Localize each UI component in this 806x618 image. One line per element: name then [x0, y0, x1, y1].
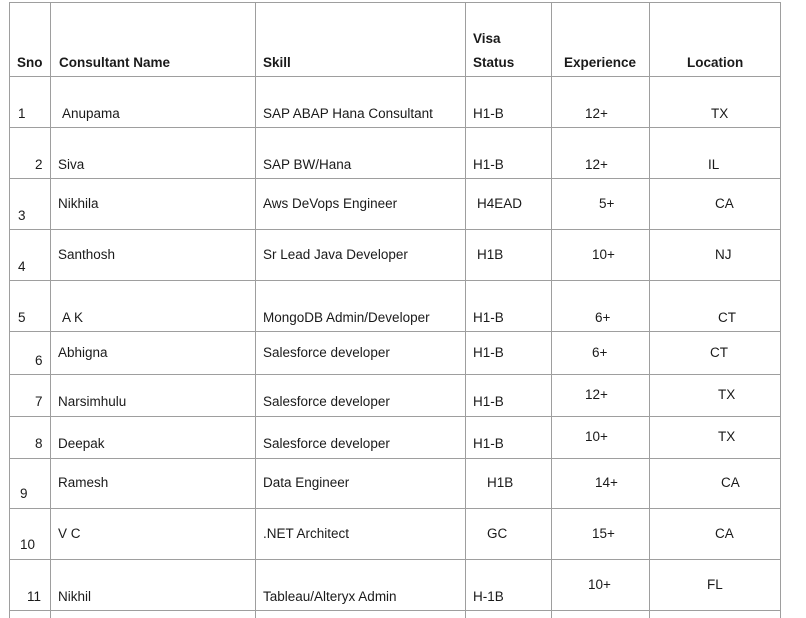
header-skill: Skill — [263, 55, 291, 70]
row-consultant-name: Siva — [58, 157, 85, 172]
row-sno: 1 — [18, 106, 26, 121]
header-experience: Experience — [564, 55, 637, 70]
row-visa-status: H1B — [477, 247, 504, 262]
row-divider — [9, 508, 781, 509]
row-skill: Salesforce developer — [263, 345, 390, 360]
row-divider — [9, 458, 781, 459]
row-sno: 6 — [35, 353, 43, 368]
row-visa-status: GC — [487, 526, 508, 541]
row-location: FL — [707, 577, 723, 592]
row-sno: 10 — [20, 537, 36, 552]
column-divider — [649, 2, 650, 618]
row-location: CT — [718, 310, 736, 325]
row-sno: 4 — [18, 259, 26, 274]
row-consultant-name: Abhigna — [58, 345, 108, 360]
header-visa: Visa — [473, 31, 501, 46]
row-skill: Salesforce developer — [263, 436, 390, 451]
row-location: CA — [721, 475, 740, 490]
row-consultant-name: V C — [58, 526, 81, 541]
row-location: TX — [718, 387, 736, 402]
row-experience: 15+ — [592, 526, 615, 541]
row-skill: SAP BW/Hana — [263, 157, 352, 172]
row-consultant-name: Santhosh — [58, 247, 116, 262]
row-experience: 6+ — [595, 310, 611, 325]
row-visa-status: H4EAD — [477, 196, 523, 211]
column-divider — [9, 2, 10, 618]
header-status: Status — [473, 55, 515, 70]
row-experience: 10+ — [588, 577, 611, 592]
row-sno: 2 — [35, 157, 43, 172]
column-divider — [780, 2, 781, 618]
row-visa-status: H-1B — [473, 589, 504, 604]
row-experience: 14+ — [595, 475, 618, 490]
row-sno: 11 — [27, 589, 42, 604]
row-experience: 10+ — [592, 247, 615, 262]
row-divider — [9, 2, 781, 3]
row-divider — [9, 559, 781, 560]
row-visa-status: H1-B — [473, 345, 504, 360]
row-skill: MongoDB Admin/Developer — [263, 310, 430, 325]
row-visa-status: H1-B — [473, 310, 504, 325]
row-consultant-name: Nikhila — [58, 196, 99, 211]
row-divider — [9, 229, 781, 230]
column-divider — [50, 2, 51, 618]
row-location: IL — [708, 157, 720, 172]
row-skill: Data Engineer — [263, 475, 350, 490]
header-consultant-name: Consultant Name — [59, 55, 171, 70]
row-skill: Tableau/Alteryx Admin — [263, 589, 397, 604]
row-experience: 12+ — [585, 157, 608, 172]
row-divider — [9, 374, 781, 375]
row-divider — [9, 178, 781, 179]
row-divider — [9, 280, 781, 281]
row-consultant-name: Narsimhulu — [58, 394, 127, 409]
row-skill: Salesforce developer — [263, 394, 390, 409]
row-sno: 3 — [18, 208, 26, 223]
row-divider — [9, 610, 781, 611]
column-divider — [551, 2, 552, 618]
row-consultant-name: Deepak — [58, 436, 105, 451]
row-divider — [9, 76, 781, 77]
row-divider — [9, 416, 781, 417]
row-sno: 7 — [35, 394, 43, 409]
row-skill: Sr Lead Java Developer — [263, 247, 408, 262]
row-skill: .NET Architect — [263, 526, 350, 541]
row-sno: 5 — [18, 310, 26, 325]
row-location: TX — [711, 106, 729, 121]
row-experience: 12+ — [585, 106, 608, 121]
column-divider — [255, 2, 256, 618]
row-sno: 8 — [35, 436, 43, 451]
header-sno: Sno — [17, 55, 43, 70]
row-location: CA — [715, 196, 734, 211]
row-location: CA — [715, 526, 734, 541]
row-divider — [9, 331, 781, 332]
row-experience: 5+ — [599, 196, 615, 211]
row-visa-status: H1-B — [473, 157, 504, 172]
row-skill: SAP ABAP Hana Consultant — [263, 106, 433, 121]
row-sno: 9 — [20, 486, 28, 501]
row-consultant-name: Anupama — [62, 106, 120, 121]
row-divider — [9, 127, 781, 128]
row-experience: 12+ — [585, 387, 608, 402]
row-consultant-name: A K — [62, 310, 84, 325]
row-location: TX — [718, 429, 736, 444]
header-location: Location — [687, 55, 744, 70]
row-experience: 6+ — [592, 345, 608, 360]
row-location: NJ — [715, 247, 732, 262]
row-visa-status: H1-B — [473, 436, 504, 451]
column-divider — [465, 2, 466, 618]
row-skill: Aws DeVops Engineer — [263, 196, 398, 211]
row-visa-status: H1B — [487, 475, 514, 490]
row-visa-status: H1-B — [473, 106, 504, 121]
row-visa-status: H1-B — [473, 394, 504, 409]
row-experience: 10+ — [585, 429, 608, 444]
row-consultant-name: Nikhil — [58, 589, 92, 604]
row-consultant-name: Ramesh — [58, 475, 109, 490]
row-location: CT — [710, 345, 728, 360]
